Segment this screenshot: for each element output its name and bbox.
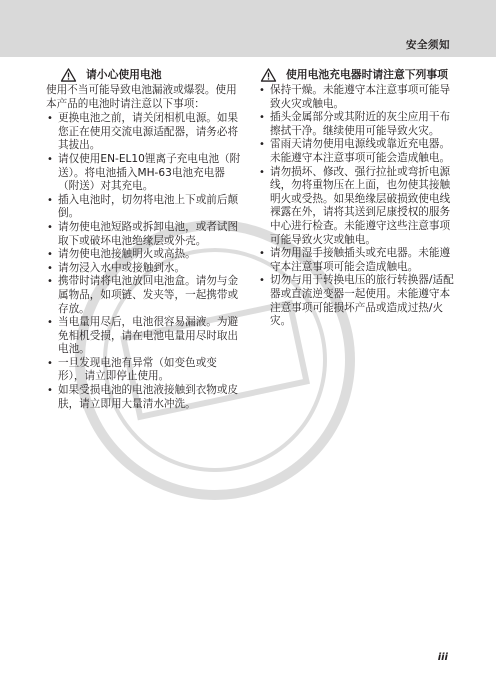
battery-heading-text: 请小心使用电池 — [86, 68, 162, 81]
list-item: • 请勿用湿手接触插头或充电器。未能遵守本注意事项可能会造成触电。 — [258, 247, 454, 274]
list-item: • 请勿浸入水中或接触到水。 — [46, 262, 242, 276]
list-item: • 插入电池时，切勿将电池上下或前后颠倒。 — [46, 194, 242, 221]
list-item: • 请仅使用EN-EL10锂离子充电电池（附送）。将电池插入MH-63电池充电器（附送）对其充电。 — [46, 153, 242, 194]
list-item: • 如果受损电池的电池液接触到衣物或皮肤，请立即用大量清水冲洗。 — [46, 384, 242, 411]
battery-intro: 使用不当可能导致电池漏液或爆裂。使用本产品的电池时请注意以下事项： — [46, 84, 237, 110]
list-item: • 更换电池之前，请关闭相机电源。如果您正在使用交流电源适配器，请务必将其拔出。 — [46, 112, 242, 153]
warning-triangle-icon — [60, 68, 77, 82]
page-number: iii — [437, 652, 448, 663]
charger-heading-text: 使用电池充电器时请注意下列事项 — [286, 68, 448, 81]
list-item: • 当电量用尽后，电池很容易漏液。为避免相机受损，请在电池电量用尽时取出电池。 — [46, 316, 242, 357]
left-column — [46, 68, 242, 411]
list-item: • 切勿与用于转换电压的旅行转换器/适配器或直流逆变器一起使用。未能遵守本注意事项可能损坏产品或造成过热/火灾。 — [258, 274, 454, 328]
list-item: • 雷雨天请勿使用电源线或靠近充电器。未能遵守本注意事项可能会造成触电。 — [258, 138, 454, 165]
charger-heading — [258, 68, 454, 82]
list-item: • 请勿使电池接触明火或高热。 — [46, 248, 242, 262]
list-item: • 保持干燥。未能遵守本注意事项可能导致火灾或触电。 — [258, 84, 454, 111]
list-item: • 一旦发现电池有异常（如变色或变形），请立即停止使用。 — [46, 357, 242, 384]
warning-triangle-icon — [260, 68, 277, 82]
right-column — [258, 68, 454, 329]
list-item: • 请勿损坏、修改、强行拉扯或弯折电源线，勿将重物压在上面，也勿使其接触明火或受热。如果绝缘层破损致使电线裸露在外，请将其送到尼康授权的服务中心进行检查。未能遵守这些注意事项可能导致火灾或触电。 — [258, 166, 454, 248]
charger-list — [258, 84, 454, 329]
battery-heading — [46, 68, 242, 82]
list-item: • 携带时请将电池放回电池盒。请勿与金属物品，如项链、发夹等，一起携带或存放。 — [46, 275, 242, 316]
page-header-title: 安全须知 — [406, 39, 450, 51]
list-item: • 请勿使电池短路或拆卸电池，或者试图取下或破坏电池绝缘层或外壳。 — [46, 221, 242, 248]
header-band — [0, 0, 496, 57]
battery-list — [46, 112, 242, 411]
list-item: • 插头金属部分或其附近的灰尘应用干布擦拭干净。继续使用可能导致火灾。 — [258, 111, 454, 138]
